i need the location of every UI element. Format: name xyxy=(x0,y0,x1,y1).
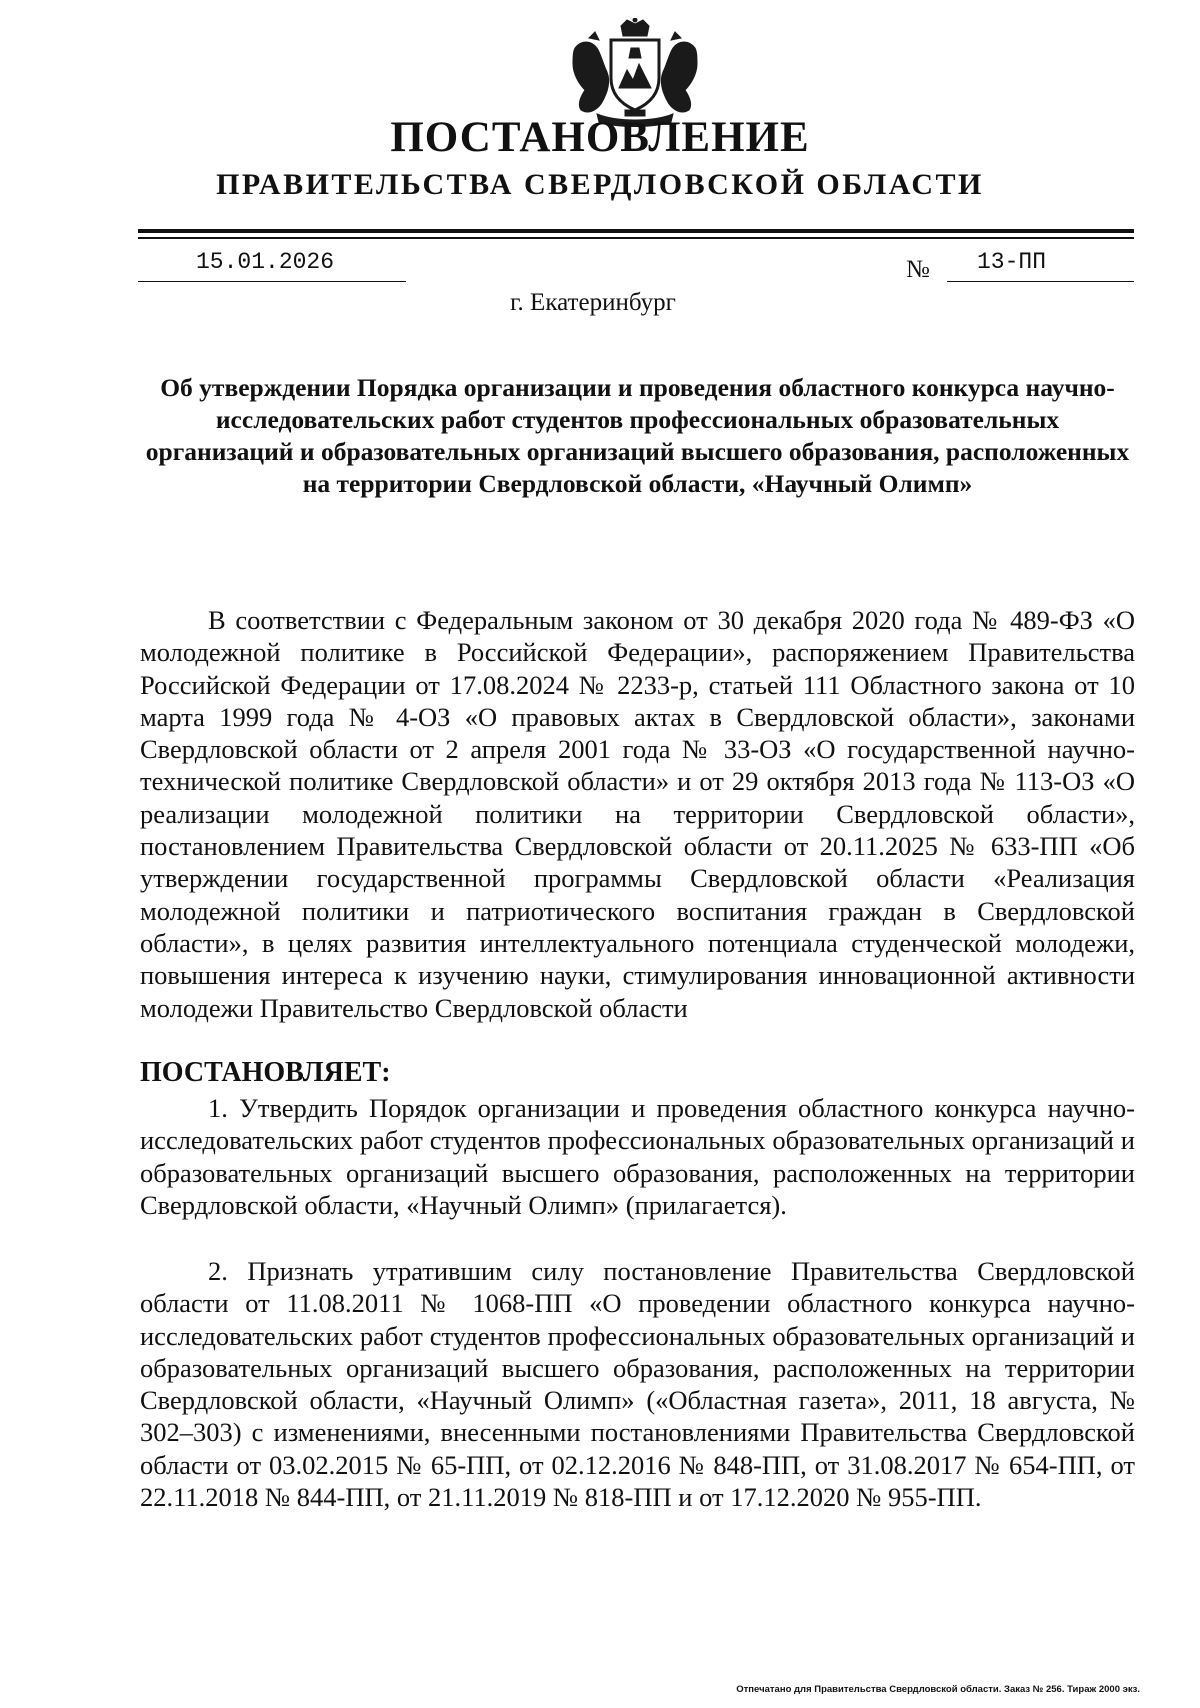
number-sign: № xyxy=(906,256,930,283)
header-rule-thin xyxy=(138,237,1134,239)
coat-of-arms-icon xyxy=(567,18,703,128)
document-date: 15.01.2026 xyxy=(196,249,335,275)
header-rule-thick xyxy=(138,229,1134,233)
print-note: Отпечатано для Правительства Свердловской области. Заказ № 256. Тираж 2000 экз. xyxy=(736,1684,1140,1695)
number-field xyxy=(947,247,1134,282)
city: г. Екатеринбург xyxy=(510,289,676,316)
document-number: 13-ПП xyxy=(977,249,1047,275)
document-title: ПОСТАНОВЛЕНИЕ xyxy=(390,114,810,161)
item-2-paragraph: 2. Признать утратившим силу постановление Правительства Свердловской области от 11.08.2011 № 1068-ПП «О проведении областного конкурса научно-исследовательских работ студентов профессиональных образовательных организаций и образовательных организаций высшего образования, расположенных на территории Свердловской области, «Научный Олимп» («Областная газета», 2011, 18 августа, № 302–303) с изменениями, внесенными постановлениями Правительства Свердловской области от 03.02.2015 № 65-ПП, от 02.12.2016 № 848-ПП, от 31.08.2017 № 654-ПП, от 22.11.2018 № 844-ПП, от 21.11.2019 № 818-ПП и от 17.12.2020 № 955-ПП. xyxy=(140,1256,1135,1513)
preamble-paragraph: В соответствии с Федеральным законом от 30 декабря 2020 года № 489-ФЗ «О молодежной политике в Российской Федерации», распоряжением Правительства Российской Федерации от 17.08.2024 № 2233-р, статьей 111 Областного закона от 10 марта 1999 года № 4-ОЗ «О правовых актах в Свердловской области», законами Свердловской области от 2 апреля 2001 года № 33-ОЗ «О государственной научно-технической политике Свердловской области» и от 29 октября 2013 года № 113-ОЗ «О реализации молодежной политики на территории Свердловской области», постановлением Правительства Свердловской области от 20.11.2025 № 633-ПП «Об утверждении государственной программы Свердловской области «Реализация молодежной политики и патриотического воспитания граждан в Свердловской области», в целях развития интеллектуального потенциала студенческой молодежи, повышения интереса к изучению науки, стимулирования инновационной активности молодежи Правительство Свердловской области xyxy=(140,605,1135,1023)
document-heading: Об утверждении Порядка организации и проведения областного конкурса научно-исследовательских работ студентов профессиональных образовательных организаций и образовательных организаций высшего образования, расположенных на территории Свердловской области, «Научный Олимп» xyxy=(145,373,1130,498)
date-field xyxy=(138,247,406,282)
decree-word: ПОСТАНОВЛЯЕТ: xyxy=(140,1057,391,1088)
item-1-paragraph: 1. Утвердить Порядок организации и проведения областного конкурса научно-исследовательских работ студентов профессиональных образовательных организаций и образовательных организаций высшего образования, расположенных на территории Свердловской области, «Научный Олимп» (прилагается). xyxy=(140,1093,1135,1220)
document-subtitle: ПРАВИТЕЛЬСТВА СВЕРДЛОВСКОЙ ОБЛАСТИ xyxy=(216,168,984,201)
